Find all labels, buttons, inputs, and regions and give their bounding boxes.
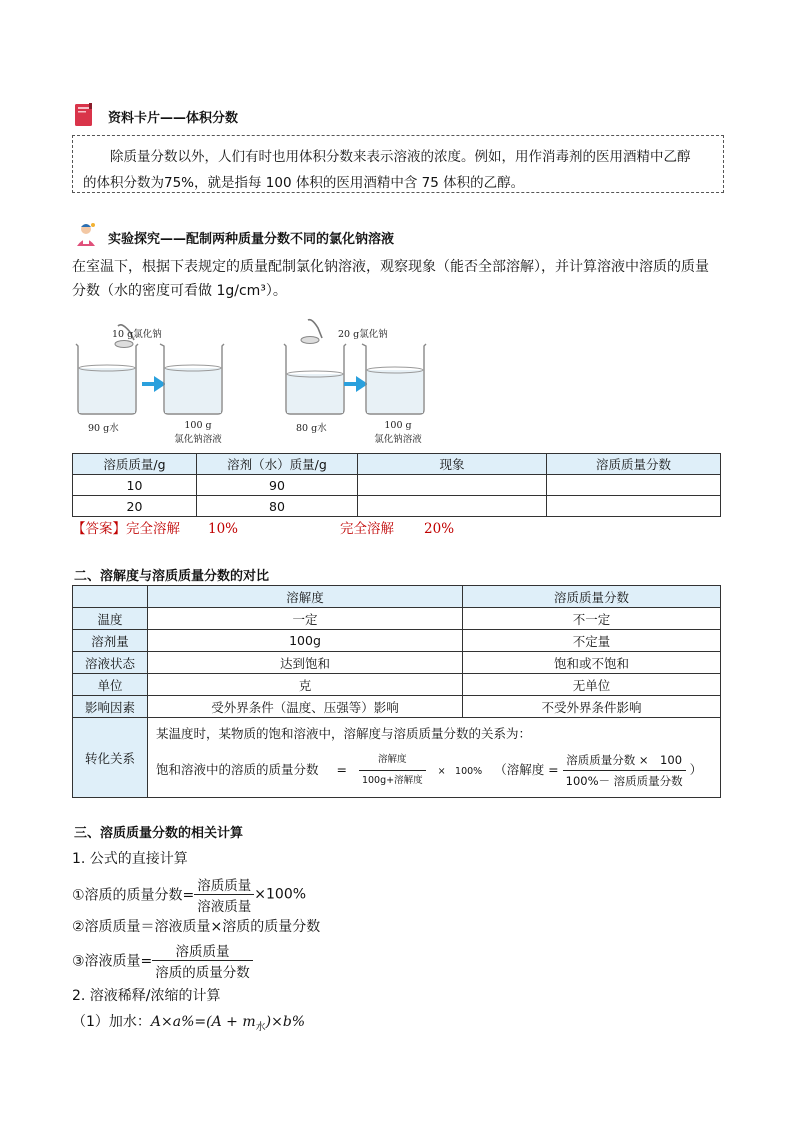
- spoon-icon: [301, 320, 322, 344]
- arrow-icon: [344, 376, 368, 392]
- formula-3-prefix: ③溶液质量=: [72, 953, 153, 970]
- formula-4-prefix: （1）加水：: [72, 1014, 151, 1030]
- card-title: 资料卡片——体积分数: [108, 111, 239, 126]
- table-header-row: [73, 454, 721, 475]
- table-cell: [547, 496, 721, 517]
- row-label: 温度: [73, 608, 148, 630]
- row-label: 单位: [73, 674, 148, 696]
- formula-eq: =: [336, 762, 347, 777]
- instructions-line1: 在室温下，根据下表规定的质量配制氯化钠溶液，观察现象（能否全部溶解），并计算溶液中溶质的质量: [72, 259, 709, 275]
- conversion-line1: 某温度时，某物质的饱和溶液中，溶解度与溶质质量分数的关系为：: [156, 726, 532, 741]
- table-cell: 受外界条件（温度、压强等）影响: [148, 696, 463, 718]
- table-row: [73, 652, 721, 674]
- left-result-name: 氯化钠溶液: [174, 434, 222, 445]
- formula-paren-close: ）: [689, 762, 703, 777]
- experiment-table: [72, 453, 721, 517]
- header-cell: [73, 586, 148, 608]
- table-row: [73, 496, 721, 517]
- beaker-figure: [72, 318, 472, 448]
- subsection2-title: 2. 溶液稀释/浓缩的计算: [72, 988, 221, 1004]
- formula-1-prefix: ①溶质的质量分数=: [72, 887, 195, 904]
- formula-times: × 100%: [437, 766, 483, 777]
- table-row: [73, 630, 721, 652]
- table-cell: 不定量: [463, 630, 721, 652]
- formula-4-expr: A×a%=(A + m: [150, 1014, 256, 1030]
- beaker-solution-right: [362, 344, 426, 414]
- fraction-solubility: [359, 750, 426, 791]
- table-cell: 无单位: [463, 674, 721, 696]
- fraction-denominator: 100%－ 溶质质量分数: [565, 774, 683, 788]
- answer-line: [72, 517, 454, 537]
- formula-4-end: )×b%: [265, 1014, 306, 1030]
- table-row: [73, 608, 721, 630]
- left-water-label: 90 g水: [88, 423, 119, 434]
- formula-3: [72, 940, 253, 981]
- volume-fraction-box: [72, 135, 724, 193]
- answer-3: 完全溶解: [340, 521, 395, 537]
- header-cell: 溶质质量/g: [73, 454, 197, 475]
- formula-lhs: 饱和溶液中的溶质的质量分数: [156, 762, 319, 777]
- answer-label: 【答案】: [72, 521, 126, 537]
- formula-2: ②溶质质量＝溶液质量×溶质的质量分数: [72, 919, 321, 935]
- formula-1-fraction: [194, 874, 254, 915]
- book-card-icon: [74, 103, 94, 127]
- fraction-numerator: 溶解度: [359, 750, 426, 771]
- formula-1: [72, 874, 306, 915]
- table-cell: 不一定: [463, 608, 721, 630]
- table-cell: 10: [73, 475, 197, 496]
- beaker-solution-left: [160, 344, 224, 414]
- section3-title: 三、溶质质量分数的相关计算: [74, 826, 244, 841]
- left-result-label: [168, 420, 228, 445]
- formula-4: [72, 1011, 305, 1033]
- table-cell: [547, 475, 721, 496]
- formula-paren-open: （溶解度 =: [494, 762, 559, 777]
- comparison-table: [72, 585, 721, 798]
- fraction-numerator: 溶质质量: [152, 940, 253, 961]
- beaker-water-right: [284, 344, 346, 414]
- table-cell: 90: [197, 475, 358, 496]
- right-result-label: [368, 420, 428, 445]
- left-result-mass: 100 g: [184, 420, 212, 431]
- table-cell: 达到饱和: [148, 652, 463, 674]
- right-result-mass: 100 g: [384, 420, 412, 431]
- arrow-icon: [142, 376, 166, 392]
- table-cell: 20: [73, 496, 197, 517]
- formula-4-sub: 水: [255, 1021, 266, 1033]
- instructions-line2: 分数（水的密度可看做 1g/cm³）。: [72, 283, 287, 299]
- scientist-icon: [74, 221, 98, 247]
- header-cell: 现象: [358, 454, 547, 475]
- header-cell: 溶质质量分数: [547, 454, 721, 475]
- table-row: [73, 674, 721, 696]
- right-result-name: 氯化钠溶液: [374, 434, 422, 445]
- card-paragraph-line1: 除质量分数以外，人们有时也用体积分数来表示溶液的浓度。例如，用作消毒剂的医用酒精中乙醇: [110, 149, 691, 165]
- row-label: 溶剂量: [73, 630, 148, 652]
- formula-1-suffix: ×100%: [254, 886, 307, 903]
- beaker-water-left: [76, 344, 138, 414]
- fraction-mass-fraction: [563, 750, 686, 791]
- conversion-formula: [156, 750, 712, 791]
- fraction-denominator: 溶液质量: [197, 899, 252, 915]
- fraction-denominator: 溶质的质量分数: [155, 965, 250, 981]
- row-label: 转化关系: [73, 718, 148, 798]
- left-salt-label: 10 g氯化钠: [112, 329, 162, 340]
- card-paragraph-line2: 的体积分数为75%，就是指每 100 体积的医用酒精中含 75 体积的乙醇。: [83, 175, 525, 191]
- formula-3-fraction: [152, 940, 253, 981]
- table-cell: [358, 475, 547, 496]
- table-cell: 一定: [148, 608, 463, 630]
- fraction-numerator: 溶质质量: [194, 874, 254, 895]
- row-label: 影响因素: [73, 696, 148, 718]
- table-cell: 饱和或不饱和: [463, 652, 721, 674]
- table-row: [73, 696, 721, 718]
- answer-4: 20%: [424, 521, 455, 537]
- conversion-cell: [148, 718, 721, 798]
- header-cell: 溶质质量分数: [463, 586, 721, 608]
- header-cell: 溶解度: [148, 586, 463, 608]
- table-row: [73, 718, 721, 798]
- table-cell: 克: [148, 674, 463, 696]
- answer-1: 完全溶解: [126, 521, 180, 537]
- experiment-title: 实验探究——配制两种质量分数不同的氯化钠溶液: [108, 232, 395, 247]
- table-header-row: [73, 586, 721, 608]
- right-water-label: 80 g水: [296, 423, 327, 434]
- row-label: 溶液状态: [73, 652, 148, 674]
- table-row: [73, 475, 721, 496]
- fraction-numerator: 溶质质量分数 × 100: [563, 750, 686, 771]
- table-cell: 80: [197, 496, 358, 517]
- fraction-denominator: 100g+溶解度: [361, 775, 423, 786]
- right-salt-label: 20 g氯化钠: [338, 329, 388, 340]
- table-cell: [358, 496, 547, 517]
- experiment-instructions: [72, 255, 732, 303]
- section2-title: 二、溶解度与溶质质量分数的对比: [74, 569, 270, 584]
- subsection1-title: 1. 公式的直接计算: [72, 851, 188, 867]
- table-cell: 100g: [148, 630, 463, 652]
- table-cell: 不受外界条件影响: [463, 696, 721, 718]
- answer-2: 10%: [208, 521, 239, 537]
- header-cell: 溶剂（水）质量/g: [197, 454, 358, 475]
